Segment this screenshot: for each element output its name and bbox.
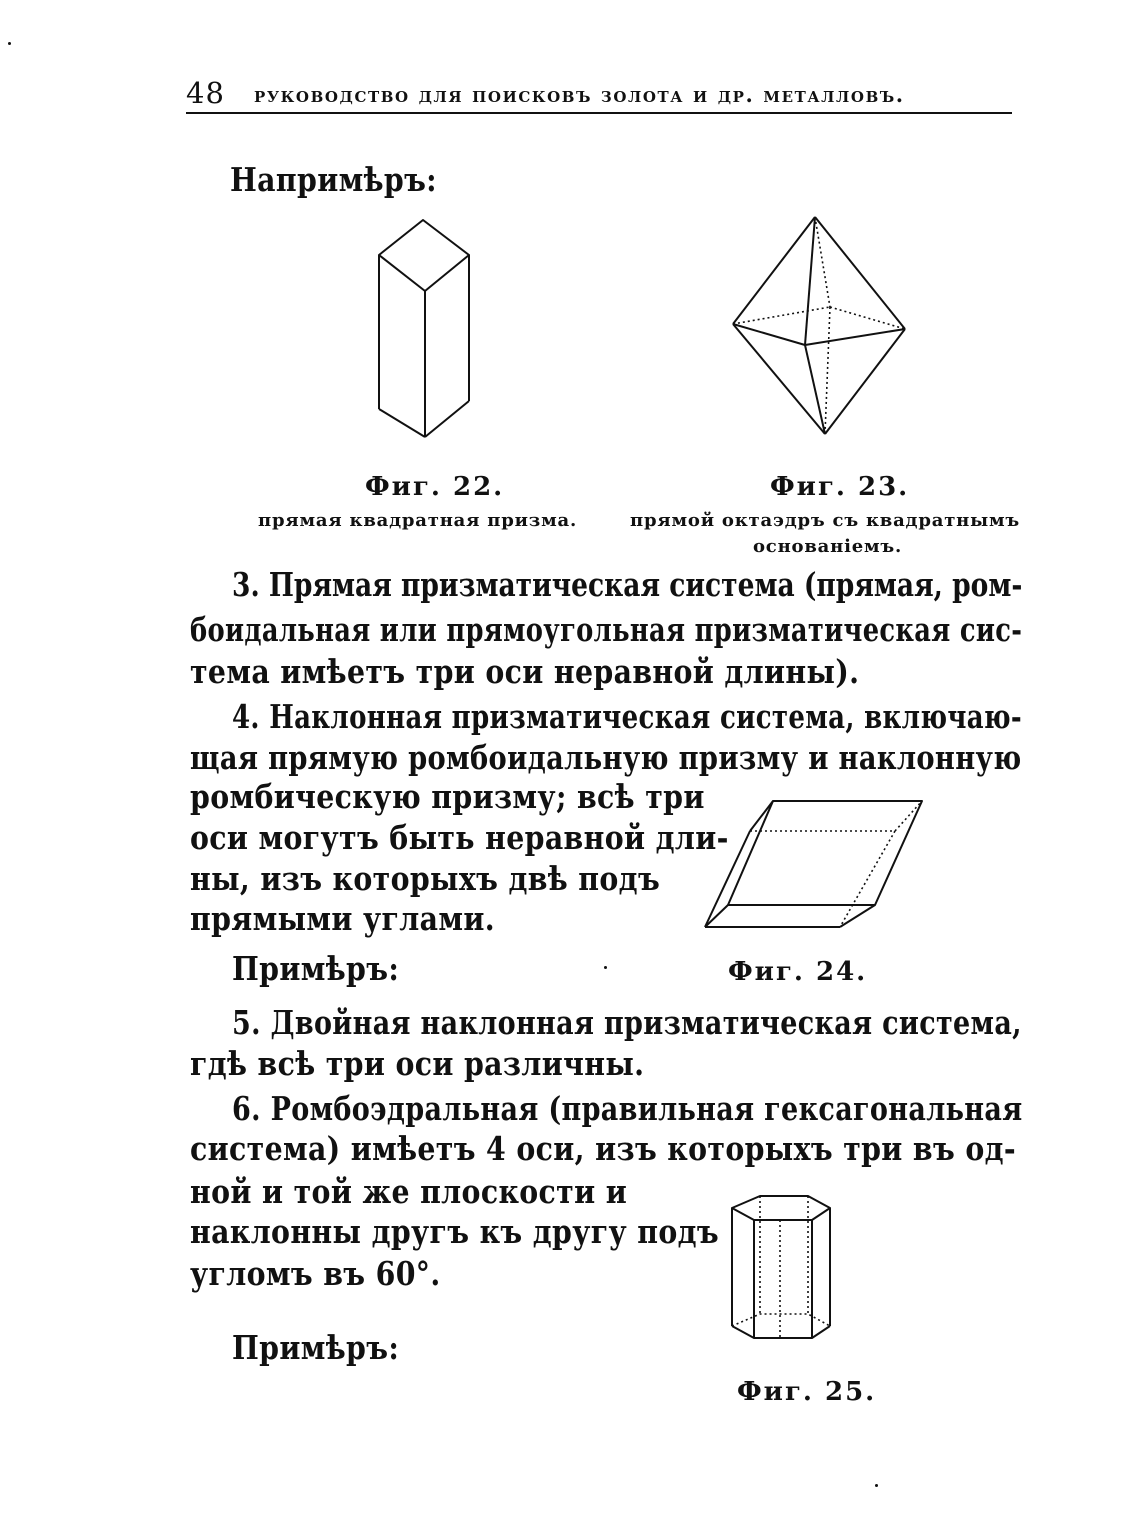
running-title: руководство для поисковъ золота и др. металловъ. (254, 82, 905, 107)
section-6-line-3: ной и той же плоскости и (190, 1172, 628, 1211)
figure-23-caption-line1: прямой октаэдръ съ квадратнымъ (630, 510, 1021, 531)
figure-22-caption: прямая квадратная призма. (258, 510, 578, 531)
figure-23-caption-line2: основаніемъ. (753, 536, 903, 557)
section-6-example: Примѣръ: (232, 1328, 400, 1367)
section-6-line-4: наклонны другъ къ другу подъ (190, 1212, 719, 1251)
figure-24-oblique-prism-drawing (700, 795, 930, 935)
section-4-example: Примѣръ: (232, 949, 400, 988)
section-4-line-5: ны, изъ которыхъ двѣ подъ (190, 859, 661, 898)
section-4-line-2: щая прямую ромбоидальную призму и наклонную (190, 738, 1022, 777)
print-speck (8, 42, 11, 45)
figure-22-prism-drawing (370, 215, 480, 445)
figure-23-label: Фиг. 23. (770, 472, 910, 502)
section-5-line-1: 5. Двойная наклонная призматическая система, (232, 1003, 1022, 1042)
section-6-line-2: система) имѣетъ 4 оси, изъ которыхъ три въ од- (190, 1129, 1016, 1168)
figure-22-label: Фиг. 22. (365, 472, 505, 502)
section-4-line-6: прямыми углами. (190, 899, 495, 938)
section-3-line-3: тема имѣетъ три оси неравной длины). (190, 652, 860, 691)
section-6-line-1: 6. Ромбоэдральная (правильная гексагональная (232, 1089, 1023, 1128)
section-3-line-1 (232, 565, 1022, 604)
figure-25-label: Фиг. 25. (737, 1377, 877, 1407)
intro-example-text: Напримѣръ: (230, 160, 438, 199)
figure-25-hexagonal-prism-drawing (720, 1190, 840, 1350)
page-number: 48 (186, 76, 225, 110)
section-4-line-1: 4. Наклонная призматическая система, включаю- (232, 697, 1023, 736)
section-3-line-2: боидальная или прямоугольная призматическая сис- (190, 610, 1023, 649)
section-4-line-4: оси могутъ быть неравной дли- (190, 818, 729, 857)
running-header (186, 76, 1012, 114)
print-speck (875, 1484, 878, 1487)
print-speck (604, 966, 607, 969)
figure-23-octahedron-drawing (725, 212, 915, 442)
section-6-line-5: угломъ въ 60°. (190, 1254, 441, 1293)
section-5-line-2: гдѣ всѣ три оси различны. (190, 1044, 645, 1083)
figure-24-label: Фиг. 24. (728, 957, 868, 987)
section-3-text-1: 3. Прямая призматическая система (прямая, ром- (232, 565, 1023, 604)
section-4-line-3: ромбическую призму; всѣ три (190, 777, 705, 816)
